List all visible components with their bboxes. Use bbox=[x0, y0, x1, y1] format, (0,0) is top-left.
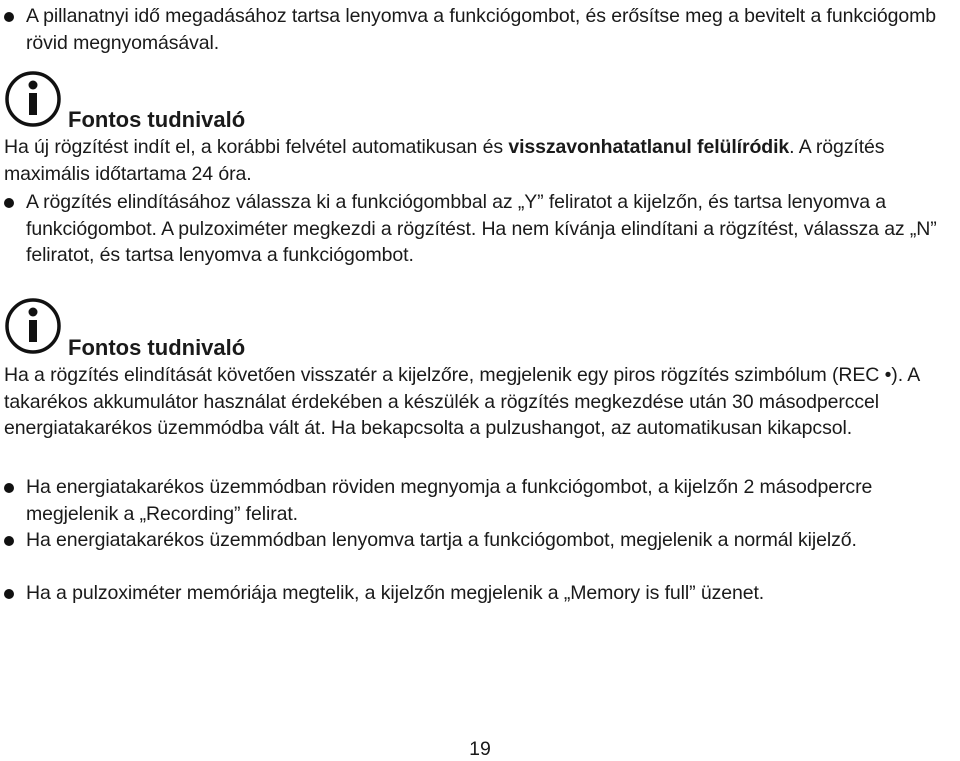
bullet-set-time: A pillanatnyi idő megadásához tartsa lenyomva a funkciógombot, és erősítse meg a bevitelt a funkciógomb rövid megnyomásával. bbox=[26, 5, 936, 54]
notice-title: Fontos tudnivaló bbox=[68, 107, 246, 132]
emphasis-overwrite: visszavonhatatlanul felülíródik bbox=[508, 136, 790, 158]
info-icon bbox=[4, 70, 62, 128]
bullet-marker bbox=[4, 589, 14, 599]
bullet-start-recording: A rögzítés elindításához válassza ki a funkciógombbal az „Y” feliratot a kijelzőn, és tartsa lenyomva a funkciógombot. A pulzoximéter megkezdi a rögzítést. Ha nem kívánja elindítani a rögzítést, válassza az „N” feliratot, és tartsa lenyomva a funkciógombot. bbox=[26, 191, 937, 266]
notice-title: Fontos tudnivaló bbox=[68, 335, 246, 360]
notice-text-overwrite: Ha új rögzítést indít el, a korábbi felvétel automatikusan és visszavonhatatlanul felülíródik. A rögzítés maximális időtartama 24 óra. bbox=[4, 136, 885, 185]
notice-text-rec-symbol: Ha a rögzítés elindítását követően visszatér a kijelzőre, megjelenik egy piros rögzítés szimbólum (REC •). A takarékos akkumulátor használat érdekében a készülék a rögzítés megkezdése után 30 másodperccel energiatakarékos üzemmódba vált át. Ha bekapcsolta a pulzushangot, az automatikusan kikapcsol. bbox=[4, 364, 920, 439]
bullet-marker bbox=[4, 198, 14, 208]
page-number: 19 bbox=[469, 738, 491, 760]
bullet-marker bbox=[4, 12, 14, 22]
bullet-recording-message: Ha energiatakarékos üzemmódban röviden megnyomja a funkciógombot, a kijelzőn 2 másodpercre megjelenik a „Recording” felirat. bbox=[26, 476, 873, 525]
bullet-marker bbox=[4, 483, 14, 493]
info-icon bbox=[4, 297, 62, 355]
bullet-normal-display: Ha energiatakarékos üzemmódban lenyomva tartja a funkciógombot, megjelenik a normál kijelző. bbox=[26, 529, 857, 551]
bullet-marker bbox=[4, 536, 14, 546]
bullet-memory-full: Ha a pulzoximéter memóriája megtelik, a kijelzőn megjelenik a „Memory is full” üzenet. bbox=[26, 582, 765, 604]
